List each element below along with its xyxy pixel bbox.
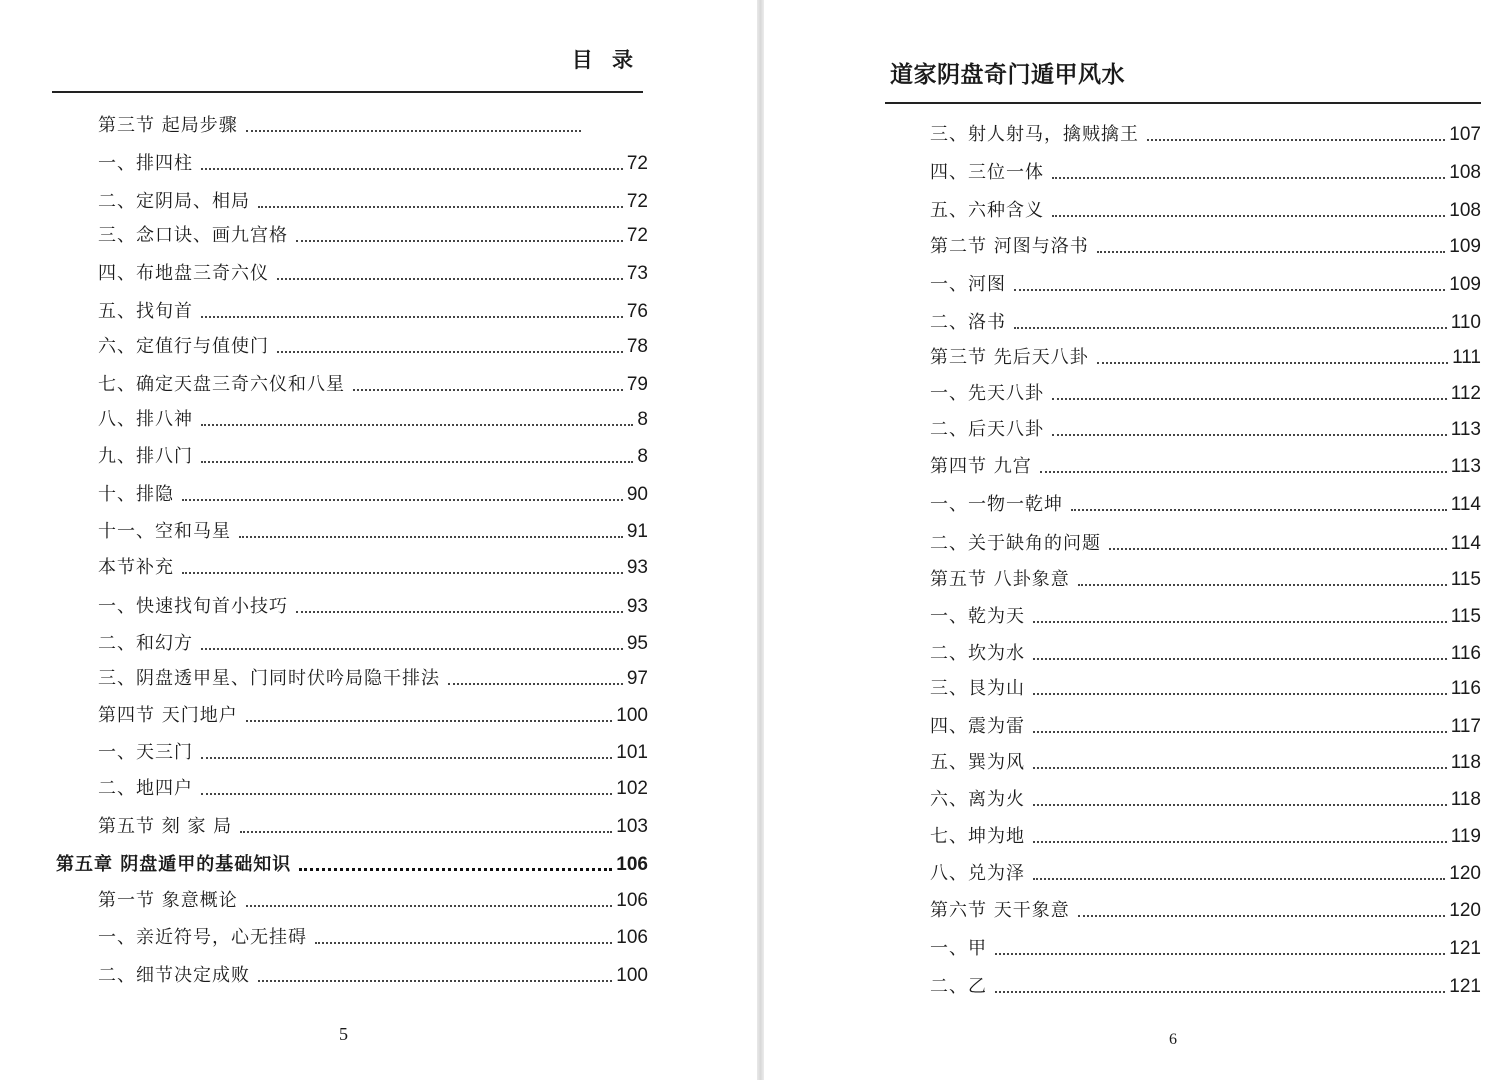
dot-leader xyxy=(995,953,1445,955)
toc-entry xyxy=(930,568,1481,592)
toc-entry xyxy=(930,788,1481,812)
toc-entry-label: 第六节 天干象意 xyxy=(930,900,1070,921)
toc-entry-label: 第一节 象意概论 xyxy=(98,890,238,911)
left-header-title: 目 录 xyxy=(571,47,639,72)
dot-leader xyxy=(1052,398,1447,400)
toc-entry-page: 100 xyxy=(616,965,648,986)
toc-entry xyxy=(930,311,1481,335)
dot-leader xyxy=(1052,177,1445,179)
dot-leader xyxy=(1033,658,1447,660)
dot-leader xyxy=(995,991,1445,993)
toc-entry-page: 115 xyxy=(1450,569,1481,590)
toc-entry xyxy=(98,445,648,469)
toc-entry-page: 108 xyxy=(1449,200,1481,221)
dot-leader xyxy=(1097,251,1446,253)
dot-leader xyxy=(1040,471,1447,473)
dot-leader xyxy=(1033,878,1445,880)
toc-entry xyxy=(930,605,1481,629)
toc-entry xyxy=(930,715,1481,739)
toc-entry-label: 二、细节决定成败 xyxy=(98,965,250,986)
dot-leader xyxy=(258,206,623,208)
toc-entry-label: 二、地四户 xyxy=(98,778,193,799)
toc-entry-page: 102 xyxy=(616,778,648,799)
dot-leader xyxy=(296,611,623,613)
toc-entry-label: 二、和幻方 xyxy=(98,633,193,654)
toc-entry-label: 十一、空和马星 xyxy=(98,521,231,542)
toc-entry-page: 112 xyxy=(1450,383,1481,404)
toc-entry-label: 本节补充 xyxy=(98,557,174,578)
toc-entry-page: 108 xyxy=(1449,162,1481,183)
toc-entry-label: 五、六种含义 xyxy=(930,200,1044,221)
toc-entry xyxy=(930,937,1481,961)
toc-entry-page: 121 xyxy=(1449,976,1481,997)
dot-leader xyxy=(201,424,633,426)
toc-entry-label: 第五节 八卦象意 xyxy=(930,569,1070,590)
toc-entry xyxy=(930,161,1481,185)
dot-leader xyxy=(1033,804,1447,806)
toc-entry-label: 五、巽为风 xyxy=(930,752,1025,773)
toc-entry-page: 120 xyxy=(1449,900,1481,921)
right-header-title: 道家阴盘奇门遁甲风水 xyxy=(890,62,1125,88)
toc-entry-page: 117 xyxy=(1450,716,1481,737)
toc-entry xyxy=(930,418,1481,442)
dot-leader xyxy=(1052,434,1447,436)
toc-entry-page: 72 xyxy=(626,191,648,212)
toc-entry-page: 111 xyxy=(1452,347,1481,368)
toc-entry-page: 118 xyxy=(1450,752,1481,773)
toc-entry xyxy=(98,926,648,950)
toc-entry-label: 八、兑为泽 xyxy=(930,863,1025,884)
dot-leader xyxy=(315,942,612,944)
toc-entry-page: 114 xyxy=(1450,494,1481,515)
dot-leader xyxy=(1033,767,1447,769)
dot-leader xyxy=(448,683,623,685)
toc-entry-label: 一、甲 xyxy=(930,938,987,959)
toc-entry xyxy=(930,677,1481,701)
dot-leader xyxy=(1033,841,1447,843)
toc-entry xyxy=(98,667,648,691)
toc-entry xyxy=(56,853,648,877)
toc-entry-page: 103 xyxy=(616,816,648,837)
dot-leader xyxy=(240,831,612,833)
toc-entry-page: 118 xyxy=(1450,789,1481,810)
right-page-number: 6 xyxy=(1169,1031,1177,1048)
toc-entry-page: 107 xyxy=(1449,124,1481,145)
toc-entry-label: 一、排四柱 xyxy=(98,153,193,174)
toc-entry-label: 七、坤为地 xyxy=(930,826,1025,847)
toc-entry xyxy=(930,862,1481,886)
toc-entry-label: 三、阴盘透甲星、门同时伏吟局隐干排法 xyxy=(98,668,440,689)
dot-leader xyxy=(1033,693,1447,695)
toc-entry-page: 93 xyxy=(626,596,648,617)
toc-entry-page: 113 xyxy=(1450,456,1481,477)
toc-entry xyxy=(930,493,1481,517)
dot-leader xyxy=(246,905,613,907)
dot-leader xyxy=(1071,509,1447,511)
toc-entry xyxy=(98,889,648,913)
toc-entry xyxy=(98,262,648,286)
toc-entry-label: 一、乾为天 xyxy=(930,606,1025,627)
dot-leader xyxy=(277,278,623,280)
toc-entry xyxy=(98,114,690,138)
dot-leader xyxy=(201,316,623,318)
toc-entry-label: 八、排八神 xyxy=(98,409,193,430)
toc-entry xyxy=(98,777,648,801)
toc-entry-page: 93 xyxy=(626,557,648,578)
toc-entry-label: 第四节 九宫 xyxy=(930,456,1032,477)
toc-entry-label: 六、定值行与值使门 xyxy=(98,336,269,357)
toc-entry-page: 116 xyxy=(1450,643,1481,664)
dot-leader xyxy=(201,793,612,795)
toc-entry-label: 二、洛书 xyxy=(930,312,1006,333)
dot-leader xyxy=(201,648,623,650)
toc-entry xyxy=(98,373,648,397)
dot-leader xyxy=(277,351,623,353)
toc-entry-page: 97 xyxy=(626,668,648,689)
toc-entry-page: 100 xyxy=(616,705,648,726)
toc-entry xyxy=(930,532,1481,556)
toc-entry-page: 119 xyxy=(1450,826,1481,847)
toc-entry-page: 8 xyxy=(637,409,648,430)
toc-entry xyxy=(930,642,1481,666)
dot-leader xyxy=(239,536,623,538)
toc-entry xyxy=(98,556,648,580)
toc-entry-page: 91 xyxy=(626,521,648,542)
toc-entry-page: 73 xyxy=(626,263,648,284)
dot-leader xyxy=(201,461,633,463)
toc-entry-label: 一、河图 xyxy=(930,274,1006,295)
toc-entry xyxy=(930,455,1481,479)
dot-leader xyxy=(182,572,623,574)
toc-entry-page: 79 xyxy=(626,374,648,395)
toc-entry-label: 三、念口诀、画九宫格 xyxy=(98,225,288,246)
dot-leader xyxy=(1078,915,1446,917)
toc-entry-page: 106 xyxy=(616,854,648,875)
dot-leader xyxy=(182,499,623,501)
toc-entry xyxy=(98,152,648,176)
toc-entry xyxy=(98,483,648,507)
dot-leader xyxy=(1078,584,1447,586)
toc-entry xyxy=(98,300,648,324)
toc-entry-page: 76 xyxy=(626,301,648,322)
dot-leader xyxy=(299,868,612,871)
toc-entry-page: 120 xyxy=(1449,863,1481,884)
toc-entry-label: 二、后天八卦 xyxy=(930,419,1044,440)
toc-entry-label: 第五节 刻 家 局 xyxy=(98,816,233,837)
toc-entry-label: 十、排隐 xyxy=(98,484,174,505)
toc-entry xyxy=(98,224,648,248)
left-header-rule xyxy=(52,91,643,93)
toc-entry xyxy=(98,964,648,988)
toc-entry-page: 113 xyxy=(1450,419,1481,440)
dot-leader xyxy=(258,980,612,982)
toc-entry-page: 72 xyxy=(626,225,648,246)
toc-entry-label: 四、三位一体 xyxy=(930,162,1044,183)
dot-leader xyxy=(1147,139,1445,141)
toc-entry-page: 106 xyxy=(616,890,648,911)
toc-entry-label: 一、快速找旬首小技巧 xyxy=(98,596,288,617)
toc-entry-label: 一、一物一乾坤 xyxy=(930,494,1063,515)
toc-entry-page: 90 xyxy=(626,484,648,505)
toc-entry-label: 六、离为火 xyxy=(930,789,1025,810)
toc-entry xyxy=(98,335,648,359)
book-gutter xyxy=(757,0,764,1080)
toc-entry-label: 二、乙 xyxy=(930,976,987,997)
toc-entry xyxy=(98,704,648,728)
toc-entry xyxy=(930,346,1481,370)
toc-entry xyxy=(98,632,648,656)
toc-entry-label: 一、亲近符号，心无挂碍 xyxy=(98,927,307,948)
dot-leader xyxy=(1033,731,1447,733)
toc-entry-page: 72 xyxy=(626,153,648,174)
toc-entry xyxy=(930,751,1481,775)
toc-entry-page: 106 xyxy=(616,927,648,948)
toc-entry xyxy=(930,273,1481,297)
right-header-rule xyxy=(885,102,1481,104)
toc-entry-page: 116 xyxy=(1450,678,1481,699)
toc-entry-page: 115 xyxy=(1450,606,1481,627)
toc-entry-page: 95 xyxy=(626,633,648,654)
dot-leader xyxy=(1033,621,1447,623)
toc-entry-label: 七、确定天盘三奇六仪和八星 xyxy=(98,374,345,395)
toc-entry xyxy=(930,899,1481,923)
dot-leader xyxy=(296,240,623,242)
toc-entry xyxy=(98,741,648,765)
dot-leader xyxy=(1109,548,1447,550)
toc-entry xyxy=(930,199,1481,223)
toc-entry-page: 109 xyxy=(1449,236,1481,257)
dot-leader xyxy=(1052,215,1445,217)
toc-entry-label: 九、排八门 xyxy=(98,446,193,467)
toc-entry-label: 第三节 起局步骤 xyxy=(98,115,238,136)
toc-entry xyxy=(930,235,1481,259)
toc-entry-label: 二、坎为水 xyxy=(930,643,1025,664)
toc-entry xyxy=(98,595,648,619)
toc-entry-label: 三、射人射马，擒贼擒王 xyxy=(930,124,1139,145)
toc-entry xyxy=(930,382,1481,406)
toc-entry xyxy=(98,815,648,839)
toc-entry-page: 109 xyxy=(1449,274,1481,295)
toc-entry-page: 121 xyxy=(1449,938,1481,959)
right-page xyxy=(764,0,1505,1080)
toc-entry xyxy=(98,520,648,544)
toc-entry-page: 101 xyxy=(616,742,648,763)
dot-leader xyxy=(1014,289,1445,291)
toc-entry-page: 110 xyxy=(1450,312,1481,333)
dot-leader xyxy=(1014,327,1447,329)
toc-entry-label: 一、天三门 xyxy=(98,742,193,763)
toc-entry-label: 第三节 先后天八卦 xyxy=(930,347,1089,368)
toc-entry-label: 第二节 河图与洛书 xyxy=(930,236,1089,257)
toc-entry-page: 114 xyxy=(1450,533,1481,554)
dot-leader xyxy=(353,389,623,391)
toc-entry-label: 二、关于缺角的问题 xyxy=(930,533,1101,554)
dot-leader xyxy=(246,720,613,722)
toc-entry-label: 三、艮为山 xyxy=(930,678,1025,699)
toc-entry-page: 78 xyxy=(626,336,648,357)
left-page-number: 5 xyxy=(339,1024,348,1044)
dot-leader xyxy=(201,168,623,170)
toc-entry-page: 8 xyxy=(637,446,648,467)
toc-entry-label: 五、找旬首 xyxy=(98,301,193,322)
toc-entry xyxy=(98,190,648,214)
toc-entry-label: 二、定阴局、相局 xyxy=(98,191,250,212)
dot-leader xyxy=(246,130,581,132)
toc-entry-label: 四、布地盘三奇六仪 xyxy=(98,263,269,284)
toc-entry-label: 第四节 天门地户 xyxy=(98,705,238,726)
dot-leader xyxy=(201,757,612,759)
toc-entry-label: 第五章 阴盘遁甲的基础知识 xyxy=(56,854,292,875)
dot-leader xyxy=(1097,362,1448,364)
toc-entry xyxy=(930,975,1481,999)
toc-entry xyxy=(930,123,1481,147)
toc-entry xyxy=(98,408,648,432)
toc-entry xyxy=(930,825,1481,849)
toc-entry-label: 四、震为雷 xyxy=(930,716,1025,737)
toc-entry-label: 一、先天八卦 xyxy=(930,383,1044,404)
